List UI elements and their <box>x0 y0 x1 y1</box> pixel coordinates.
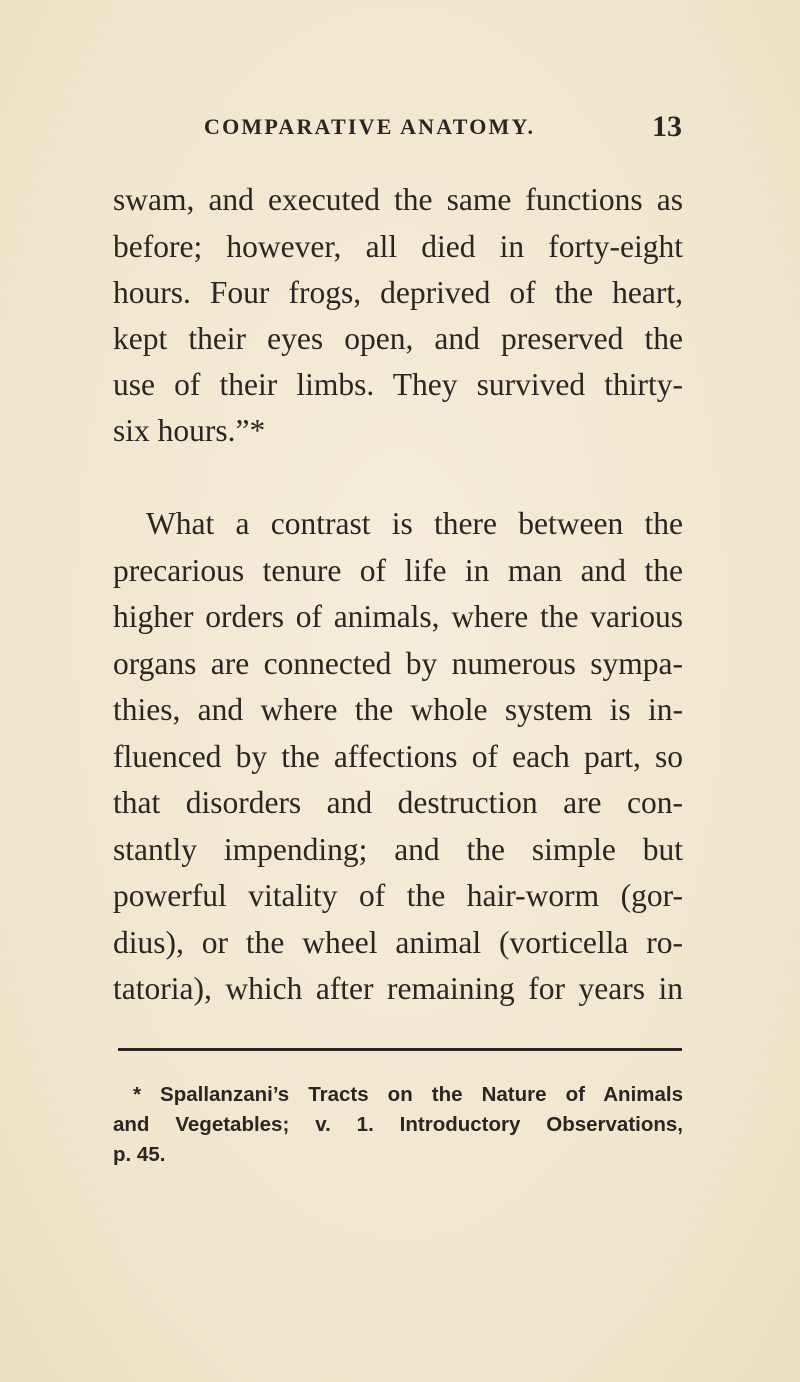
text-line: fluenced by the affections of each part, so <box>113 739 683 774</box>
text-line: dius), or the wheel animal (vorticella ro- <box>113 925 683 960</box>
text-line: six hours.”* <box>113 413 266 448</box>
footnote-divider <box>118 1048 682 1051</box>
paragraph-first-line: What a contrast is there between the <box>146 506 683 541</box>
text-line: organs are connected by numerous sympa- <box>113 646 683 681</box>
text-line: that disorders and destruction are con- <box>113 785 683 820</box>
running-head <box>110 110 682 154</box>
footnote-line: p. 45. <box>113 1143 166 1166</box>
text-line: thies, and where the whole system is in- <box>113 692 683 727</box>
text-line: stantly impending; and the simple but <box>113 832 683 867</box>
text-line: tatoria), which after remaining for years in <box>113 971 683 1006</box>
footnote-line: and Vegetables; v. 1. Introductory Observations, <box>113 1113 683 1136</box>
footnote-line: * Spallanzani’s Tracts on the Nature of Animals <box>133 1083 683 1106</box>
text-line: use of their limbs. They survived thirty- <box>113 367 683 402</box>
text-line: hours. Four frogs, deprived of the heart, <box>113 275 683 310</box>
running-title: COMPARATIVE ANATOMY. <box>204 114 536 139</box>
text-line: higher orders of animals, where the various <box>113 599 683 634</box>
text-line: powerful vitality of the hair-worm (gor- <box>113 878 683 913</box>
text-line: kept their eyes open, and preserved the <box>113 321 683 356</box>
text-line: before; however, all died in forty-eight <box>113 229 683 264</box>
text-line: precarious tenure of life in man and the <box>113 553 683 588</box>
text-line: swam, and executed the same functions as <box>113 182 683 217</box>
page-number: 13 <box>652 110 682 143</box>
